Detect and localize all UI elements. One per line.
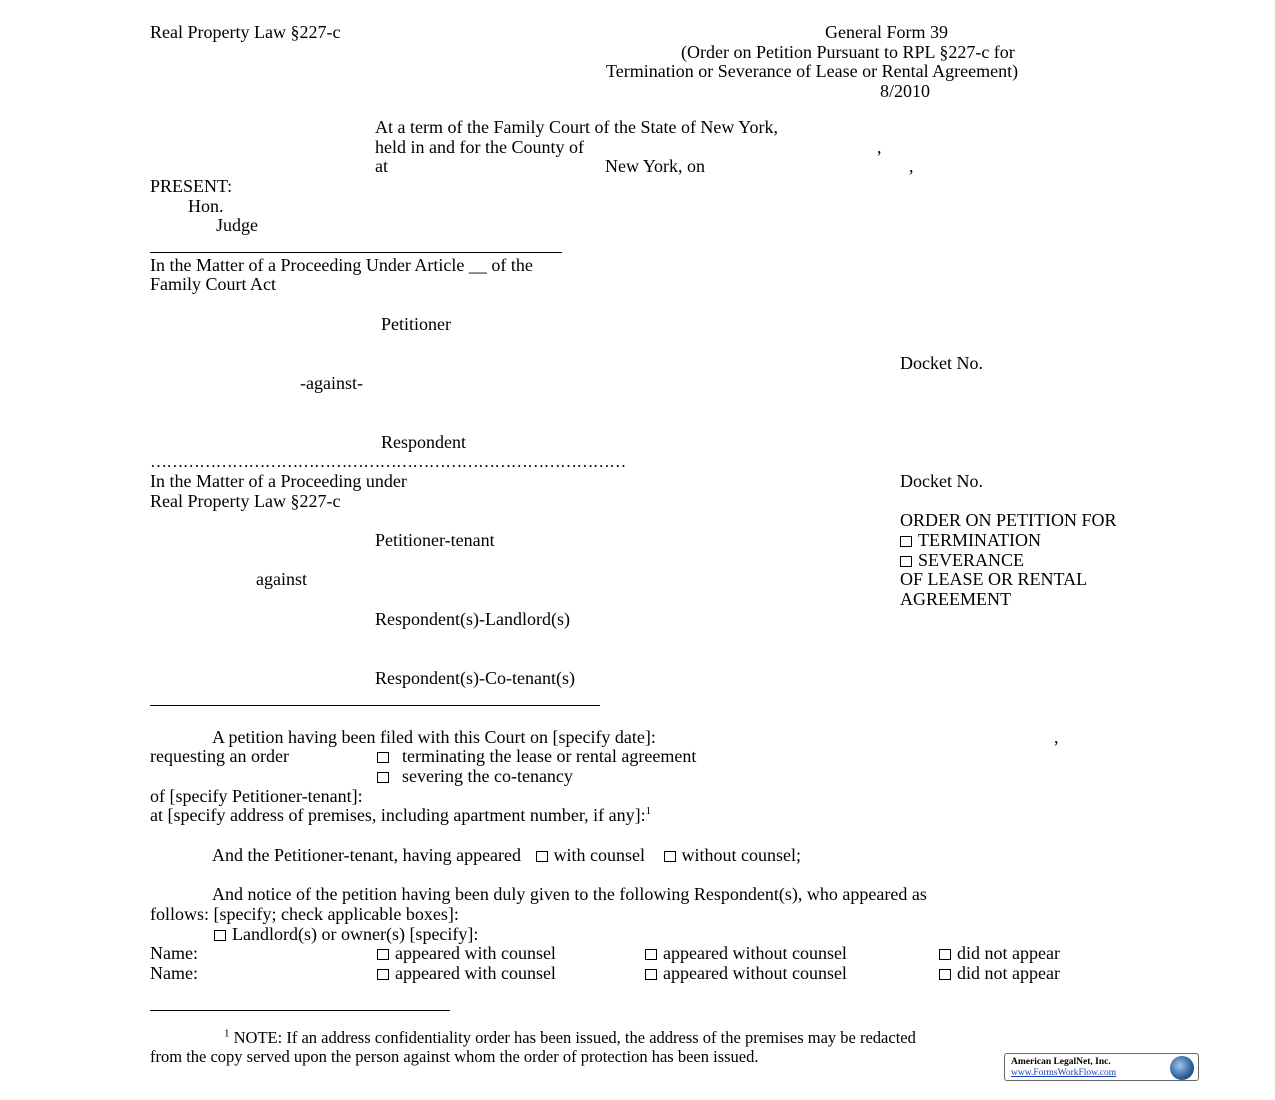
respondent-row-2-with-counsel[interactable]: appeared with counsel [377,963,556,983]
statute-reference: Real Property Law §227-c [150,22,341,42]
respondent-row-1-without-counsel[interactable]: appeared without counsel [645,943,847,963]
petitioner-appearance-line: And the Petitioner-tenant, having appeared with counsel without counsel; [212,845,802,865]
notice-line1: And notice of the petition having been duly given to the following Respondent(s), who appeared as [212,884,927,904]
globe-icon [1170,1056,1194,1080]
caption1-against: -against- [300,373,363,393]
checkbox[interactable] [377,969,389,980]
judge-label: Judge [216,215,258,235]
caption2-respondent-cotenant: Respondent(s)-Co-tenant(s) [375,668,575,688]
county-comma: , [877,137,882,157]
caption2-line1: In the Matter of a Proceeding under [150,471,407,491]
severance-checkbox[interactable] [900,556,912,567]
court-term-line2: held in and for the County of [375,137,584,157]
hon-label: Hon. [188,196,224,216]
caption2-respondent-landlord: Respondent(s)-Landlord(s) [375,609,570,629]
notice-line2: follows: [specify; check applicable boxes]: [150,904,459,924]
checkbox[interactable] [645,969,657,980]
form-date: 8/2010 [880,81,931,101]
court-at: at [375,156,388,176]
petitioner-tenant-label: of [specify Petitioner-tenant]: [150,786,363,806]
caption1-respondent: Respondent [381,432,466,452]
footnote-line1: $^1$ NOTE: If an address confidentiality order has been issued, the address of the premises may be redacted [224,1027,916,1047]
american-legalnet-badge[interactable] [1004,1053,1199,1081]
without-counsel-label: without counsel; [681,845,802,865]
checkbox[interactable] [377,949,389,960]
order-title-line4: OF LEASE OR RENTAL [900,569,1088,589]
petition-date-comma: , [1054,727,1059,747]
badge-company: American LegalNet, Inc. [1011,1057,1111,1067]
checkbox[interactable] [645,949,657,960]
date-comma: , [909,156,914,176]
caption-divider-bottom [150,705,600,706]
checkbox[interactable] [939,949,951,960]
requesting-order-label: requesting an order [150,746,289,766]
caption1-petitioner: Petitioner [381,314,451,334]
caption2-line2: Real Property Law §227-c [150,491,341,511]
footnote-line2: from the copy served upon the person against whom the order of protection has been issued. [150,1047,759,1066]
caption1-line1: In the Matter of a Proceeding Under Article __ of the [150,255,533,275]
caption-dotted-divider: …………………………………………………………………………… [150,452,626,471]
respondent-row-1-with-counsel[interactable]: appeared with counsel [377,943,556,963]
premises-address-label: at [specify address of premises, including apartment number, if any]:$^1$ [150,805,652,825]
respondent-row-2-without-counsel[interactable]: appeared without counsel [645,963,847,983]
caption2-docket: Docket No. [900,471,983,491]
form-name: General Form 39 [825,22,948,42]
respondent-row-1-name: Name: [150,943,198,963]
landlord-owner-option[interactable]: Landlord(s) or owner(s) [specify]: [214,924,478,944]
option-terminating[interactable]: terminating the lease or rental agreement [377,746,696,766]
form-description-line1: (Order on Petition Pursuant to RPL §227-c for [681,42,1015,62]
caption-divider-top [150,252,562,253]
respondent-row-1-did-not-appear[interactable]: did not appear [939,943,1060,963]
present-label: PRESENT: [150,176,233,196]
respondent-row-2-did-not-appear[interactable]: did not appear [939,963,1060,983]
checkbox[interactable] [939,969,951,980]
court-ny-on: New York, on [605,156,706,176]
severing-checkbox[interactable] [377,772,389,783]
order-title-line5: AGREEMENT [900,589,1011,609]
order-option-termination[interactable]: TERMINATION [900,530,1041,550]
order-title-line1: ORDER ON PETITION FOR [900,510,1117,530]
landlord-owner-checkbox[interactable] [214,930,226,941]
without-counsel-checkbox[interactable] [664,851,676,862]
caption1-docket: Docket No. [900,353,983,373]
footnote-separator [150,1010,450,1011]
badge-url-link[interactable]: www.FormsWorkFlow.com [1011,1068,1117,1078]
form-description-line2: Termination or Severance of Lease or Rental Agreement) [606,61,1019,81]
with-counsel-label: with counsel [553,845,646,865]
with-counsel-checkbox[interactable] [536,851,548,862]
option-severing[interactable]: severing the co-tenancy [377,766,573,786]
petition-filed-text: A petition having been filed with this Court on [specify date]: [212,727,656,747]
court-term-line1: At a term of the Family Court of the State of New York, [375,117,778,137]
footnote-reference: 1 [645,805,652,817]
caption1-line2: Family Court Act [150,274,276,294]
order-option-severance[interactable]: SEVERANCE [900,550,1024,570]
caption2-against: against [256,569,307,589]
termination-checkbox[interactable] [900,536,912,547]
respondent-row-2-name: Name: [150,963,198,983]
caption2-petitioner-tenant: Petitioner-tenant [375,530,495,550]
terminating-checkbox[interactable] [377,752,389,763]
